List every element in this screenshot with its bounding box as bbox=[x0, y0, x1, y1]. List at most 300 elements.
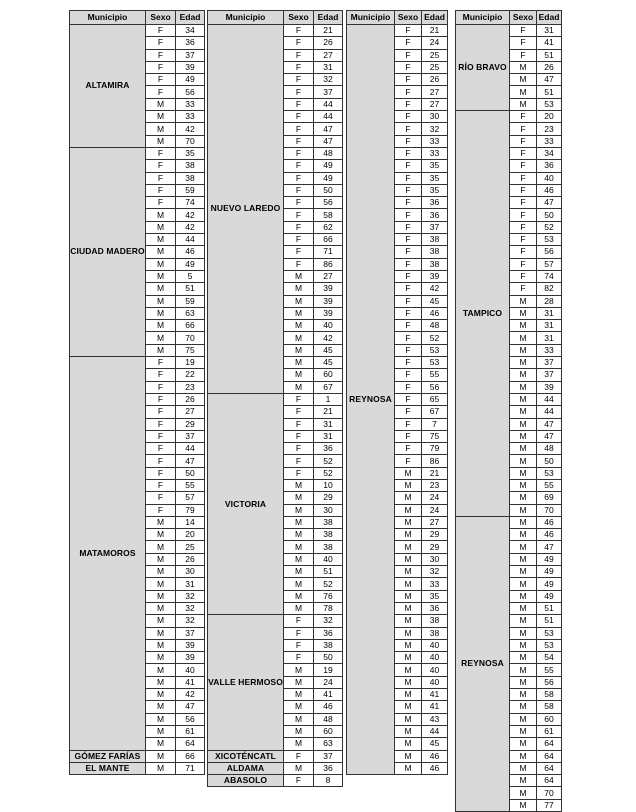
sexo-cell: M bbox=[146, 270, 176, 282]
municipio-cell: RÍO BRAVO bbox=[456, 25, 510, 111]
sexo-cell: M bbox=[284, 725, 314, 737]
sexo-cell: M bbox=[146, 664, 176, 676]
sexo-cell: F bbox=[284, 184, 314, 196]
edad-cell: 29 bbox=[422, 541, 448, 553]
sexo-cell: F bbox=[510, 197, 537, 209]
sexo-cell: M bbox=[510, 320, 537, 332]
edad-cell: 33 bbox=[176, 98, 205, 110]
edad-cell: 19 bbox=[314, 664, 343, 676]
sexo-cell: F bbox=[146, 455, 176, 467]
edad-cell: 31 bbox=[176, 578, 205, 590]
table-row bbox=[70, 25, 205, 37]
edad-cell: 52 bbox=[314, 455, 343, 467]
sexo-cell: F bbox=[284, 160, 314, 172]
edad-cell: 24 bbox=[422, 492, 448, 504]
sexo-cell: M bbox=[510, 332, 537, 344]
edad-cell: 45 bbox=[422, 738, 448, 750]
sexo-cell: F bbox=[146, 160, 176, 172]
edad-cell: 43 bbox=[422, 713, 448, 725]
edad-cell: 46 bbox=[537, 529, 562, 541]
table-row bbox=[456, 111, 562, 123]
edad-cell: 41 bbox=[537, 37, 562, 49]
edad-cell: 47 bbox=[314, 123, 343, 135]
municipio-cell: VALLE HERMOSO bbox=[208, 615, 284, 750]
edad-cell: 40 bbox=[422, 676, 448, 688]
edad-cell: 31 bbox=[314, 418, 343, 430]
edad-cell: 37 bbox=[314, 86, 343, 98]
edad-cell: 50 bbox=[537, 209, 562, 221]
sexo-cell: M bbox=[284, 602, 314, 614]
sexo-cell: F bbox=[284, 172, 314, 184]
sexo-cell: M bbox=[146, 135, 176, 147]
edad-cell: 29 bbox=[176, 418, 205, 430]
sexo-cell: F bbox=[284, 627, 314, 639]
municipio-cell: VICTORIA bbox=[208, 393, 284, 614]
edad-cell: 63 bbox=[314, 738, 343, 750]
sexo-cell: F bbox=[395, 283, 422, 295]
edad-cell: 51 bbox=[176, 283, 205, 295]
municipio-cell: MATAMOROS bbox=[70, 357, 146, 751]
sexo-cell: F bbox=[395, 246, 422, 258]
edad-cell: 52 bbox=[537, 221, 562, 233]
edad-cell: 37 bbox=[176, 430, 205, 442]
sexo-cell: F bbox=[284, 234, 314, 246]
sexo-cell: F bbox=[146, 443, 176, 455]
sexo-cell: F bbox=[284, 393, 314, 405]
sexo-cell: M bbox=[284, 553, 314, 565]
sexo-cell: F bbox=[146, 406, 176, 418]
sexo-cell: F bbox=[146, 504, 176, 516]
edad-cell: 8 bbox=[314, 775, 343, 787]
sexo-cell: M bbox=[510, 418, 537, 430]
sexo-cell: F bbox=[395, 406, 422, 418]
edad-cell: 56 bbox=[422, 381, 448, 393]
sexo-cell: M bbox=[510, 455, 537, 467]
edad-cell: 39 bbox=[176, 61, 205, 73]
edad-cell: 51 bbox=[537, 602, 562, 614]
sexo-cell: F bbox=[395, 86, 422, 98]
edad-cell: 46 bbox=[422, 750, 448, 762]
edad-cell: 42 bbox=[422, 283, 448, 295]
sexo-cell: M bbox=[146, 578, 176, 590]
edad-cell: 42 bbox=[176, 123, 205, 135]
sexo-cell: F bbox=[395, 443, 422, 455]
edad-cell: 65 bbox=[422, 393, 448, 405]
edad-cell: 53 bbox=[537, 639, 562, 651]
sexo-cell: M bbox=[510, 775, 537, 787]
sexo-cell: F bbox=[284, 467, 314, 479]
header-edad: Edad bbox=[176, 11, 205, 25]
sexo-cell: F bbox=[510, 25, 537, 37]
sexo-cell: F bbox=[510, 270, 537, 282]
edad-cell: 56 bbox=[314, 197, 343, 209]
sexo-cell: M bbox=[510, 590, 537, 602]
edad-cell: 79 bbox=[422, 443, 448, 455]
sexo-cell: F bbox=[284, 197, 314, 209]
edad-cell: 37 bbox=[176, 49, 205, 61]
edad-cell: 67 bbox=[314, 381, 343, 393]
sexo-cell: M bbox=[146, 738, 176, 750]
sexo-cell: M bbox=[510, 430, 537, 442]
table-row bbox=[347, 25, 448, 37]
edad-cell: 31 bbox=[537, 307, 562, 319]
edad-cell: 32 bbox=[422, 123, 448, 135]
edad-cell: 41 bbox=[422, 689, 448, 701]
sexo-cell: F bbox=[146, 393, 176, 405]
edad-cell: 27 bbox=[176, 406, 205, 418]
edad-cell: 36 bbox=[537, 160, 562, 172]
edad-cell: 42 bbox=[176, 209, 205, 221]
sexo-cell: M bbox=[146, 713, 176, 725]
sexo-cell: M bbox=[284, 283, 314, 295]
edad-cell: 53 bbox=[537, 98, 562, 110]
sexo-cell: F bbox=[395, 221, 422, 233]
header-sexo: Sexo bbox=[395, 11, 422, 25]
edad-cell: 57 bbox=[537, 258, 562, 270]
edad-cell: 38 bbox=[314, 516, 343, 528]
sexo-cell: F bbox=[284, 98, 314, 110]
sexo-cell: M bbox=[146, 529, 176, 541]
sexo-cell: M bbox=[146, 676, 176, 688]
edad-cell: 20 bbox=[176, 529, 205, 541]
sexo-cell: F bbox=[395, 357, 422, 369]
edad-cell: 60 bbox=[314, 725, 343, 737]
sexo-cell: F bbox=[284, 86, 314, 98]
header-municipio: Municipio bbox=[347, 11, 395, 25]
edad-cell: 27 bbox=[422, 98, 448, 110]
sexo-cell: M bbox=[146, 258, 176, 270]
edad-cell: 36 bbox=[314, 443, 343, 455]
edad-cell: 38 bbox=[176, 172, 205, 184]
header-sexo: Sexo bbox=[146, 11, 176, 25]
sexo-cell: M bbox=[510, 86, 537, 98]
edad-cell: 74 bbox=[176, 197, 205, 209]
edad-cell: 47 bbox=[537, 541, 562, 553]
sexo-cell: M bbox=[146, 750, 176, 762]
sexo-cell: F bbox=[284, 25, 314, 37]
edad-cell: 60 bbox=[314, 369, 343, 381]
edad-cell: 75 bbox=[176, 344, 205, 356]
sexo-cell: M bbox=[284, 479, 314, 491]
sexo-cell: M bbox=[284, 701, 314, 713]
edad-cell: 56 bbox=[176, 86, 205, 98]
sexo-cell: F bbox=[284, 775, 314, 787]
table-row bbox=[70, 762, 205, 774]
sexo-cell: M bbox=[284, 344, 314, 356]
edad-cell: 29 bbox=[422, 529, 448, 541]
edad-cell: 41 bbox=[314, 689, 343, 701]
edad-cell: 70 bbox=[176, 135, 205, 147]
sexo-cell: F bbox=[395, 320, 422, 332]
edad-cell: 66 bbox=[176, 750, 205, 762]
edad-cell: 58 bbox=[537, 701, 562, 713]
edad-cell: 62 bbox=[314, 221, 343, 233]
sexo-cell: M bbox=[510, 381, 537, 393]
sexo-cell: M bbox=[510, 492, 537, 504]
sexo-cell: F bbox=[284, 61, 314, 73]
header-edad: Edad bbox=[537, 11, 562, 25]
edad-cell: 44 bbox=[176, 234, 205, 246]
sexo-cell: M bbox=[146, 123, 176, 135]
edad-cell: 33 bbox=[422, 147, 448, 159]
sexo-cell: M bbox=[510, 307, 537, 319]
sexo-cell: F bbox=[510, 135, 537, 147]
municipio-cell: GÓMEZ FARÍAS bbox=[70, 750, 146, 762]
sexo-cell: F bbox=[395, 295, 422, 307]
sexo-cell: M bbox=[284, 270, 314, 282]
sexo-cell: M bbox=[395, 578, 422, 590]
sexo-cell: M bbox=[510, 61, 537, 73]
edad-cell: 5 bbox=[176, 270, 205, 282]
edad-cell: 20 bbox=[537, 111, 562, 123]
edad-cell: 26 bbox=[176, 393, 205, 405]
edad-cell: 54 bbox=[537, 652, 562, 664]
edad-cell: 51 bbox=[537, 86, 562, 98]
sexo-cell: M bbox=[510, 467, 537, 479]
sexo-cell: M bbox=[510, 98, 537, 110]
municipio-cell: ALTAMIRA bbox=[70, 25, 146, 148]
edad-cell: 53 bbox=[537, 234, 562, 246]
edad-cell: 24 bbox=[422, 504, 448, 516]
edad-cell: 19 bbox=[176, 357, 205, 369]
edad-cell: 49 bbox=[314, 160, 343, 172]
table-block-4 bbox=[455, 10, 562, 812]
sexo-cell: M bbox=[146, 590, 176, 602]
edad-cell: 46 bbox=[422, 307, 448, 319]
edad-cell: 64 bbox=[537, 762, 562, 774]
sexo-cell: F bbox=[510, 209, 537, 221]
edad-cell: 50 bbox=[314, 652, 343, 664]
header-sexo: Sexo bbox=[510, 11, 537, 25]
sexo-cell: M bbox=[284, 369, 314, 381]
sexo-cell: M bbox=[510, 750, 537, 762]
sexo-cell: M bbox=[510, 406, 537, 418]
edad-cell: 31 bbox=[314, 430, 343, 442]
sexo-cell: M bbox=[146, 541, 176, 553]
edad-cell: 31 bbox=[537, 320, 562, 332]
sexo-cell: M bbox=[395, 516, 422, 528]
edad-cell: 55 bbox=[537, 664, 562, 676]
edad-cell: 49 bbox=[537, 578, 562, 590]
edad-cell: 27 bbox=[314, 49, 343, 61]
sexo-cell: M bbox=[395, 639, 422, 651]
sexo-cell: M bbox=[146, 295, 176, 307]
edad-cell: 70 bbox=[176, 332, 205, 344]
municipio-cell: ALDAMA bbox=[208, 762, 284, 774]
sexo-cell: F bbox=[395, 25, 422, 37]
edad-cell: 86 bbox=[314, 258, 343, 270]
edad-cell: 55 bbox=[176, 479, 205, 491]
edad-cell: 64 bbox=[537, 738, 562, 750]
edad-cell: 46 bbox=[422, 762, 448, 774]
sexo-cell: M bbox=[284, 492, 314, 504]
edad-cell: 42 bbox=[314, 332, 343, 344]
sexo-cell: M bbox=[146, 98, 176, 110]
sexo-cell: M bbox=[284, 713, 314, 725]
edad-cell: 44 bbox=[537, 406, 562, 418]
sexo-cell: F bbox=[284, 639, 314, 651]
edad-cell: 60 bbox=[537, 713, 562, 725]
sexo-cell: M bbox=[395, 652, 422, 664]
sexo-cell: M bbox=[510, 652, 537, 664]
sexo-cell: M bbox=[510, 516, 537, 528]
sexo-cell: M bbox=[510, 479, 537, 491]
sexo-cell: M bbox=[146, 639, 176, 651]
edad-cell: 42 bbox=[176, 689, 205, 701]
edad-cell: 32 bbox=[314, 615, 343, 627]
sexo-cell: M bbox=[284, 295, 314, 307]
sexo-cell: F bbox=[284, 209, 314, 221]
edad-cell: 39 bbox=[537, 381, 562, 393]
edad-cell: 42 bbox=[176, 221, 205, 233]
edad-cell: 47 bbox=[537, 418, 562, 430]
edad-cell: 49 bbox=[314, 172, 343, 184]
sexo-cell: F bbox=[510, 283, 537, 295]
edad-cell: 44 bbox=[314, 111, 343, 123]
sexo-cell: F bbox=[146, 430, 176, 442]
edad-cell: 33 bbox=[537, 344, 562, 356]
edad-cell: 21 bbox=[314, 406, 343, 418]
sexo-cell: M bbox=[395, 664, 422, 676]
edad-cell: 49 bbox=[176, 258, 205, 270]
sexo-cell: M bbox=[395, 627, 422, 639]
sexo-cell: M bbox=[395, 713, 422, 725]
sexo-cell: M bbox=[146, 344, 176, 356]
sexo-cell: M bbox=[395, 541, 422, 553]
sexo-cell: M bbox=[510, 725, 537, 737]
sexo-cell: F bbox=[395, 111, 422, 123]
sexo-cell: M bbox=[395, 566, 422, 578]
edad-cell: 52 bbox=[314, 578, 343, 590]
sexo-cell: M bbox=[510, 553, 537, 565]
sexo-cell: F bbox=[146, 61, 176, 73]
sexo-cell: F bbox=[395, 184, 422, 196]
edad-cell: 36 bbox=[422, 209, 448, 221]
edad-cell: 57 bbox=[176, 492, 205, 504]
edad-cell: 71 bbox=[176, 762, 205, 774]
edad-cell: 48 bbox=[314, 147, 343, 159]
sexo-cell: M bbox=[284, 664, 314, 676]
sexo-cell: M bbox=[395, 725, 422, 737]
edad-cell: 40 bbox=[422, 652, 448, 664]
edad-cell: 50 bbox=[537, 455, 562, 467]
edad-cell: 32 bbox=[422, 566, 448, 578]
edad-cell: 38 bbox=[422, 234, 448, 246]
sexo-cell: M bbox=[284, 738, 314, 750]
table-block-1 bbox=[69, 10, 205, 775]
sexo-cell: F bbox=[284, 221, 314, 233]
sexo-cell: M bbox=[395, 590, 422, 602]
sexo-cell: F bbox=[146, 172, 176, 184]
table-block-3 bbox=[346, 10, 448, 775]
edad-cell: 47 bbox=[176, 455, 205, 467]
sexo-cell: M bbox=[395, 738, 422, 750]
edad-cell: 56 bbox=[176, 713, 205, 725]
sexo-cell: F bbox=[510, 172, 537, 184]
edad-cell: 21 bbox=[422, 467, 448, 479]
edad-cell: 44 bbox=[422, 725, 448, 737]
edad-cell: 39 bbox=[314, 295, 343, 307]
sexo-cell: M bbox=[146, 221, 176, 233]
sexo-cell: F bbox=[395, 393, 422, 405]
sexo-cell: F bbox=[395, 332, 422, 344]
sexo-cell: M bbox=[146, 652, 176, 664]
sexo-cell: M bbox=[510, 627, 537, 639]
sexo-cell: M bbox=[146, 553, 176, 565]
edad-cell: 36 bbox=[314, 627, 343, 639]
sexo-cell: M bbox=[510, 566, 537, 578]
edad-cell: 45 bbox=[422, 295, 448, 307]
table-row bbox=[208, 393, 343, 405]
header-municipio: Municipio bbox=[456, 11, 510, 25]
sexo-cell: M bbox=[510, 541, 537, 553]
sexo-cell: F bbox=[284, 135, 314, 147]
sexo-cell: M bbox=[284, 590, 314, 602]
sexo-cell: M bbox=[510, 344, 537, 356]
edad-cell: 38 bbox=[176, 160, 205, 172]
edad-cell: 49 bbox=[176, 74, 205, 86]
sexo-cell: M bbox=[284, 332, 314, 344]
sexo-cell: F bbox=[395, 369, 422, 381]
edad-cell: 59 bbox=[176, 295, 205, 307]
sexo-cell: F bbox=[395, 98, 422, 110]
edad-cell: 38 bbox=[422, 258, 448, 270]
edad-cell: 32 bbox=[314, 74, 343, 86]
sexo-cell: F bbox=[395, 209, 422, 221]
sexo-cell: M bbox=[510, 689, 537, 701]
edad-cell: 37 bbox=[314, 750, 343, 762]
sexo-cell: F bbox=[395, 147, 422, 159]
edad-cell: 32 bbox=[176, 602, 205, 614]
edad-cell: 48 bbox=[422, 320, 448, 332]
edad-cell: 7 bbox=[422, 418, 448, 430]
edad-cell: 53 bbox=[422, 357, 448, 369]
edad-cell: 44 bbox=[176, 443, 205, 455]
edad-cell: 52 bbox=[314, 467, 343, 479]
sexo-cell: M bbox=[510, 578, 537, 590]
edad-cell: 39 bbox=[422, 270, 448, 282]
sexo-cell: M bbox=[146, 762, 176, 774]
sexo-cell: M bbox=[284, 307, 314, 319]
edad-cell: 55 bbox=[537, 479, 562, 491]
edad-cell: 56 bbox=[537, 246, 562, 258]
edad-cell: 39 bbox=[176, 639, 205, 651]
sexo-cell: M bbox=[284, 357, 314, 369]
sexo-cell: F bbox=[284, 74, 314, 86]
sexo-cell: F bbox=[395, 307, 422, 319]
sexo-cell: M bbox=[146, 602, 176, 614]
edad-cell: 10 bbox=[314, 479, 343, 491]
edad-cell: 22 bbox=[176, 369, 205, 381]
edad-cell: 37 bbox=[422, 221, 448, 233]
table-row bbox=[208, 762, 343, 774]
table-row bbox=[456, 25, 562, 37]
sexo-cell: F bbox=[510, 123, 537, 135]
edad-cell: 35 bbox=[422, 590, 448, 602]
sexo-cell: M bbox=[146, 332, 176, 344]
table-row bbox=[208, 775, 343, 787]
edad-cell: 37 bbox=[537, 369, 562, 381]
table-row bbox=[70, 147, 205, 159]
sexo-cell: F bbox=[510, 147, 537, 159]
edad-cell: 35 bbox=[422, 172, 448, 184]
edad-cell: 71 bbox=[314, 246, 343, 258]
edad-cell: 30 bbox=[314, 504, 343, 516]
sexo-cell: M bbox=[510, 504, 537, 516]
edad-cell: 27 bbox=[422, 516, 448, 528]
edad-cell: 77 bbox=[537, 799, 562, 811]
header-municipio: Municipio bbox=[70, 11, 146, 25]
